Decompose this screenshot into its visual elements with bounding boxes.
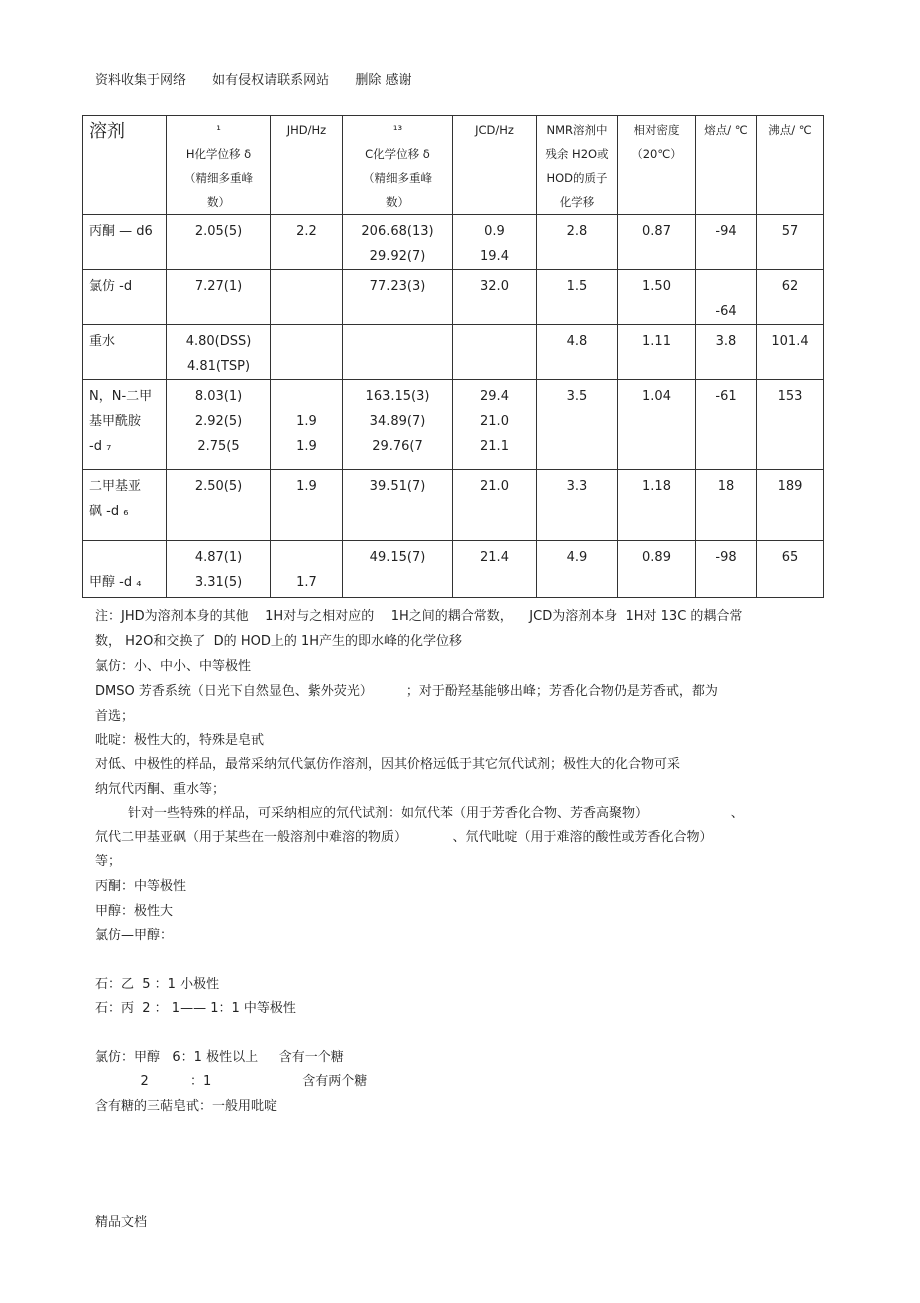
cell-line [89,545,166,570]
cell-line: ¹³ [392,123,403,137]
note-line: 首选； [95,709,135,724]
table-header-row [83,116,824,215]
cell-line [271,545,342,570]
table-cell [83,215,167,270]
cell-line: N，N-二甲 [89,389,153,404]
cell-line: 沸点/ ℃ [768,123,812,137]
cell-line: 18 [717,479,735,494]
table-cell [696,270,757,325]
table-cell [618,215,696,270]
cell-line [271,274,342,299]
cell-line: 29.76(7 [372,439,423,454]
cell-line: 4.81(TSP) [186,359,251,374]
cell-line: 101.4 [771,334,809,349]
cell-line: 1.5 [566,279,588,294]
note-line: 吡啶：极性大的，特殊是皂甙 [95,733,265,748]
table-cell [271,215,343,270]
note-line: 2 ：1 含有两个糖 [95,1074,368,1089]
table-header-cell [83,116,167,215]
cell-line: 21.1 [480,439,509,454]
note-line: 等； [95,854,122,869]
cell-line: 1.9 [296,439,317,454]
cell-line: -d ₇ [89,439,112,454]
table-cell [271,470,343,541]
table-cell [453,470,537,541]
cell-line: 数） [386,195,409,209]
solvent-table [82,115,824,598]
cell-line: HOD的质子 [546,171,608,185]
table-cell [83,270,167,325]
cell-line: 163.15(3) [365,389,430,404]
table-row [83,380,824,470]
cell-line: 1.04 [642,389,671,404]
table-cell [453,380,537,470]
cell-line: 2.8 [566,224,588,239]
cell-line: 2.50(5) [194,479,243,494]
table-header-cell [696,116,757,215]
cell-line: 溶剂 [89,121,125,142]
page-header [95,69,433,88]
note-line: 氘代二甲基亚砜（用于某些在一般溶剂中难溶的物质） 、氘代吡啶（用于难溶的酸性或芳香化合物） [95,830,713,845]
table-cell [83,380,167,470]
table-cell [757,270,824,325]
table-row [83,325,824,380]
cell-line: 2.75(5 [197,439,240,454]
header-text: 如有侵权请联系网站 [212,73,330,88]
table-cell [271,270,343,325]
header-text: 资料收集于网络 [95,73,187,88]
table-cell [757,380,824,470]
table-cell [271,541,343,598]
cell-line: 29.4 [480,389,509,404]
cell-line: 65 [781,550,799,565]
cell-line: 49.15(7) [369,550,426,565]
cell-line: H化学位移 δ [185,147,252,161]
table-cell [167,380,271,470]
cell-line: -94 [715,224,737,239]
table-cell [696,470,757,541]
cell-line: -98 [715,550,737,565]
table-header-cell [757,116,824,215]
table-cell [271,325,343,380]
cell-line: 3.3 [566,479,588,494]
cell-line: NMR溶剂中 [546,123,608,137]
cell-line: 数） [207,195,230,209]
table-cell [618,470,696,541]
note-line: 注：JHD为溶剂本身的其他 1H对与之相对应的 1H之间的耦合常数， JCD为溶剂本身 1H对 13C 的耦合常 [95,609,743,624]
note-line: 数， H2O和交换了 D的 HOD上的 1H产生的即水峰的化学位移 [95,634,463,649]
table-cell [83,470,167,541]
cell-line: 4.87(1) [194,550,243,565]
table-cell [537,470,618,541]
table-cell [537,541,618,598]
cell-line: 3.8 [715,334,737,349]
note-line: 氯仿—甲醇： [95,928,174,943]
cell-line: 1.50 [642,279,671,294]
cell-line: 21.0 [480,479,509,494]
cell-line: 1.9 [296,479,317,494]
table-cell [453,270,537,325]
note-line: 丙酮：中等极性 [95,879,187,894]
cell-line: 4.8 [566,334,588,349]
table-header-cell [537,116,618,215]
cell-line: 2.05(5) [194,224,243,239]
cell-line: 甲醇 -d ₄ [89,575,142,590]
table-cell [537,325,618,380]
cell-line: 化学移 [559,195,595,209]
note-line: 针对一些特殊的样品，可采纳相应的氘代试剂：如氘代苯（用于芳香化合物、芳香高聚物） 、 [95,806,744,821]
table-cell [537,380,618,470]
cell-line: 4.9 [566,550,588,565]
cell-line: 21.0 [480,414,509,429]
note-line: 对低、中极性的样品，最常采纳氘代氯仿作溶剂，因其价格远低于其它氘代试剂；极性大的化合物可采 [95,757,681,772]
cell-line: 19.4 [480,249,509,264]
cell-line: JCD/Hz [475,123,514,137]
table-cell [167,270,271,325]
cell-line: 62 [781,279,799,294]
table-cell [343,270,453,325]
table-header-cell [343,116,453,215]
cell-line: 39.51(7) [369,479,426,494]
cell-line [271,384,342,409]
table-cell [618,270,696,325]
table-header-cell [167,116,271,215]
table-cell [167,325,271,380]
table-cell [83,541,167,598]
table-row [83,215,824,270]
cell-line: 34.89(7) [369,414,426,429]
cell-line: 2.92(5) [194,414,243,429]
table-cell [618,325,696,380]
cell-line: 3.31(5) [194,575,243,590]
cell-line: 相对密度 [633,123,680,137]
cell-line: 0.9 [484,224,505,239]
cell-line: 153 [777,389,803,404]
cell-line: （精细多重峰 [184,171,253,185]
table-cell [343,470,453,541]
note-line: 氯仿：小、中小、中等极性 [95,659,252,674]
table-header-cell [271,116,343,215]
cell-line [271,329,342,354]
cell-line: 77.23(3) [369,279,426,294]
cell-line: 0.87 [642,224,671,239]
table-cell [757,541,824,598]
table-cell [757,470,824,541]
header-text: 删除 感谢 [355,73,412,88]
cell-line: 基甲酰胺 [89,414,142,429]
cell-line: JHD/Hz [286,123,327,137]
cell-line: 熔点/ ℃ [704,123,748,137]
cell-line: C化学位移 δ [365,147,430,161]
cell-line: 4.80(DSS) [185,334,252,349]
table-cell [453,215,537,270]
table-row [83,270,824,325]
cell-line: -64 [715,304,737,319]
cell-line: 残余 H2O或 [545,147,609,161]
table-cell [757,215,824,270]
table-cell [343,541,453,598]
cell-line: 8.03(1) [194,389,243,404]
note-line: 甲醇：极性大 [95,904,174,919]
note-line: 含有糖的三萜皂甙：一般用吡啶 [95,1099,278,1114]
cell-line: 57 [781,224,799,239]
cell-line: 重水 [89,334,116,349]
note-line: 石：丙 2 ： 1—— 1：1 中等极性 [95,1001,296,1016]
table-cell [167,215,271,270]
page-footer: 精品文档 [95,1215,148,1230]
cell-line: 二甲基亚 [89,479,142,494]
cell-line: ¹ [216,123,221,137]
cell-line: 砜 -d ₆ [89,504,129,519]
cell-line: 2.2 [296,224,317,239]
table-cell [343,380,453,470]
cell-line: 氯仿 -d [89,279,133,294]
note-line: 氯仿：甲醇 6：1 极性以上 含有一个糖 [95,1050,344,1065]
cell-line: 丙酮 — d6 [89,224,153,239]
table-cell [696,215,757,270]
table-cell [167,470,271,541]
table-cell [271,380,343,470]
cell-line: （20℃） [631,147,682,161]
cell-line: 32.0 [480,279,509,294]
table-cell [618,380,696,470]
table-cell [537,215,618,270]
cell-line: 0.89 [642,550,671,565]
table-row [83,541,824,598]
table-cell [757,325,824,380]
cell-line: 29.92(7) [369,249,426,264]
cell-line [696,274,756,299]
cell-line: 1.11 [642,334,671,349]
table-cell [83,325,167,380]
cell-line: （精细多重峰 [363,171,432,185]
table-cell [537,270,618,325]
table-cell [696,380,757,470]
table-cell [343,215,453,270]
cell-line: 1.18 [642,479,671,494]
cell-line [343,329,452,354]
cell-line: 3.5 [566,389,588,404]
cell-line: 189 [777,479,803,494]
cell-line: -61 [715,389,737,404]
cell-line: 21.4 [480,550,509,565]
table-cell [696,541,757,598]
cell-line [453,329,536,354]
table-header-cell [453,116,537,215]
cell-line: 1.7 [296,575,317,590]
cell-line: 1.9 [296,414,317,429]
table-row [83,470,824,541]
table-cell [453,541,537,598]
note-line: 石：乙 5 ：1 小极性 [95,977,220,992]
table-cell [343,325,453,380]
table-cell [167,541,271,598]
table-header-cell [618,116,696,215]
table-cell [453,325,537,380]
table-cell [696,325,757,380]
cell-line: 7.27(1) [194,279,243,294]
note-line: DMSO 芳香系统（日光下自然显色、紫外荧光） ；对于酚羟基能够出峰；芳香化合物仍是芳香甙，都为 [95,684,718,699]
table-cell [618,541,696,598]
cell-line: 206.68(13) [361,224,434,239]
note-line: 纳氘代丙酮、重水等； [95,782,226,797]
